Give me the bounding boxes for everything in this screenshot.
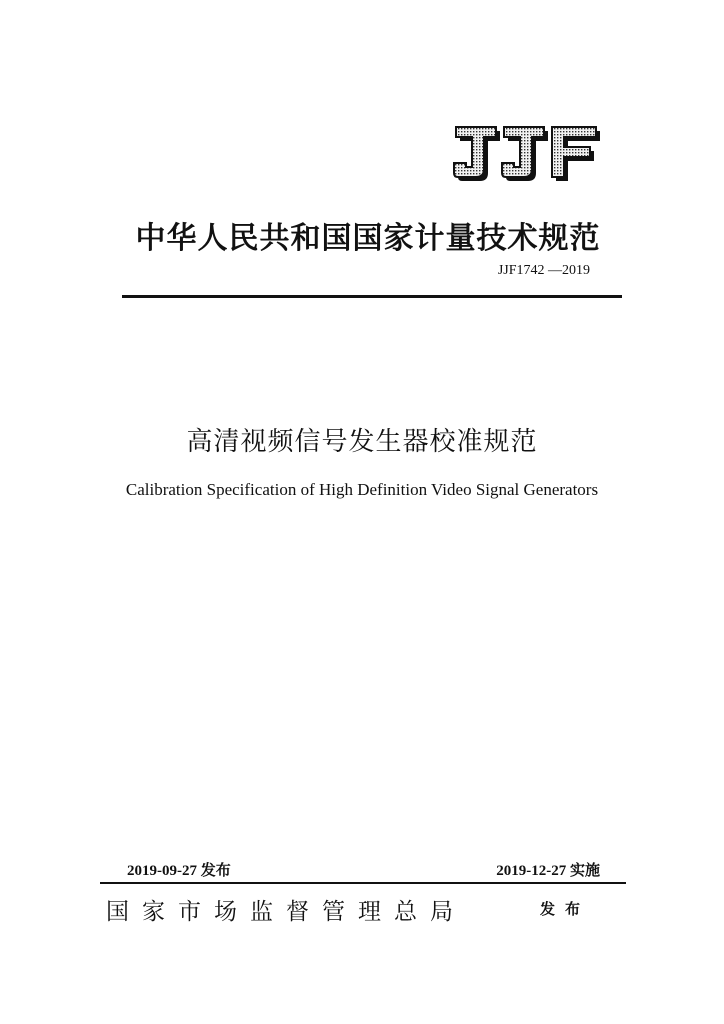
issuing-authority: 国家市场监督管理总局 bbox=[106, 899, 466, 925]
implementation-date: 2019-12-27 实施 bbox=[496, 863, 600, 879]
jjf-logo bbox=[452, 125, 602, 183]
document-code: JJF1742 —2019 bbox=[497, 263, 590, 278]
document-title-en: Calibration Specification of High Definition Video Signal Generators bbox=[125, 480, 599, 499]
footer-divider bbox=[100, 882, 626, 884]
document-title-cn: 高清视频信号发生器校准规范 bbox=[186, 427, 538, 457]
issue-date: 2019-09-27 发布 bbox=[127, 863, 231, 879]
header-divider bbox=[122, 295, 622, 298]
document-category-title: 中华人民共和国国家计量技术规范 bbox=[135, 221, 601, 256]
publish-label: 发布 bbox=[540, 900, 591, 918]
jjf-logo-mark bbox=[452, 125, 602, 183]
